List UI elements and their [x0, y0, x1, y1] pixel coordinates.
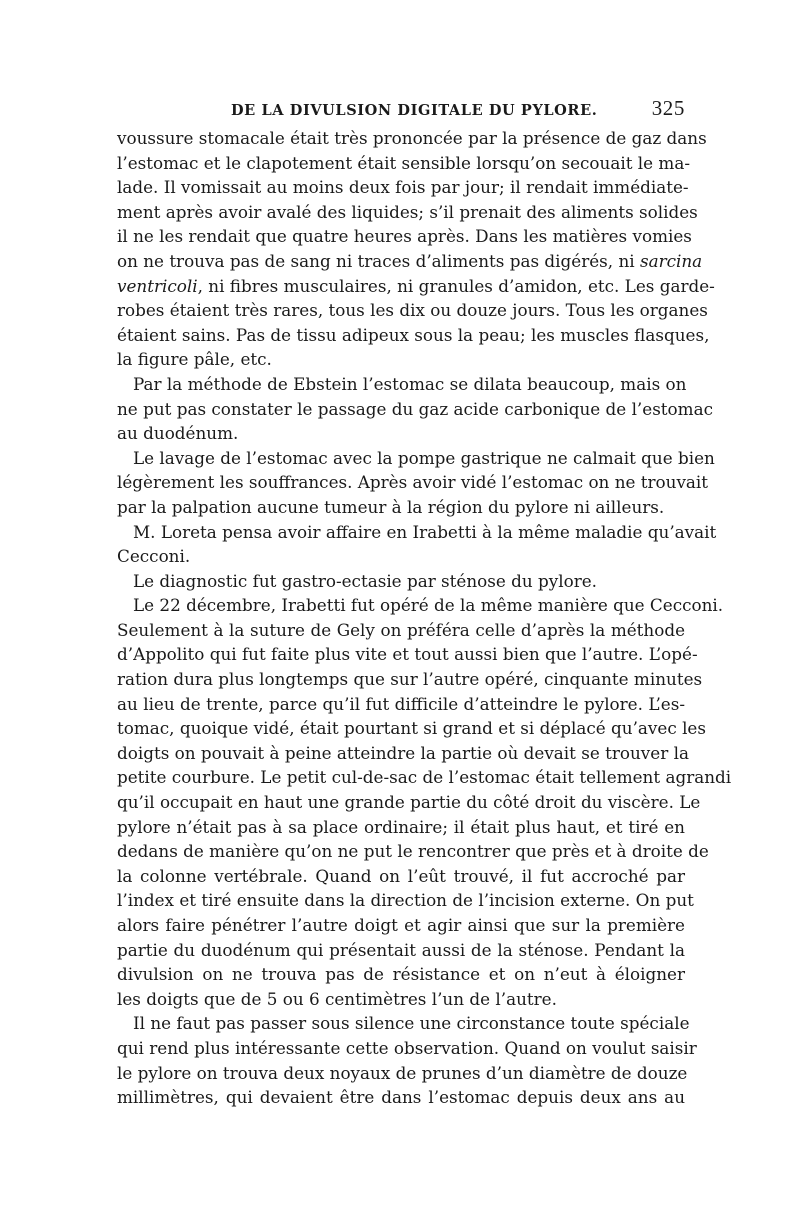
text-line: qui rend plus intéressante cette observation. Quand on voulut saisir	[117, 1037, 697, 1058]
text-line: divulsion on ne trouva pas de résistance et on n’eut à éloigner	[117, 964, 685, 985]
text-line: robes étaient très rares, tous les dix ou douze jours. Tous les organes	[117, 300, 708, 321]
text-line: étaient sains. Pas de tissu adipeux sous la peau; les muscles flasques,	[117, 324, 710, 345]
text-line: Il ne faut pas passer sous silence une circonstance toute spéciale	[133, 1013, 690, 1034]
text-line: l’estomac et le clapotement était sensible lorsqu’on secouait le ma-	[117, 152, 690, 173]
text-line: légèrement les souffrances. Après avoir vidé l’estomac on ne trouvait	[117, 472, 709, 493]
book-page	[117, 92, 732, 1110]
text-line: voussure stomacale était très prononcée par la présence de gaz dans	[117, 128, 707, 148]
text-line: d’Appolito qui fut faite plus vite et tout aussi bien que l’autre. L’opé-	[117, 644, 698, 665]
text-line: qu’il occupait en haut une grande partie du côté droit du viscère. Le	[117, 792, 701, 813]
text-line: par la palpation aucune tumeur à la région du pylore ni ailleurs.	[117, 496, 665, 517]
text-line: il ne les rendait que quatre heures après. Dans les matières vomies	[117, 226, 692, 247]
text-line: la colonne vertébrale. Quand on l’eût trouvé, il fut accroché par	[117, 865, 685, 886]
text-line: Le diagnostic fut gastro-ectasie par sténose du pylore.	[133, 570, 597, 591]
text-line: lade. Il vomissait au moins deux fois par jour; il rendait immédiate-	[117, 177, 689, 198]
text-line: partie du duodénum qui présentait aussi de la sténose. Pendant la	[117, 939, 685, 960]
text-line: dedans de manière qu’on ne put le rencontrer que près et à droite de	[117, 841, 709, 862]
text-line: Par la méthode de Ebstein l’estomac se dilata beaucoup, mais on	[133, 373, 687, 394]
text-line: l’index et tiré ensuite dans la direction de l’incision externe. On put	[117, 890, 694, 911]
text-line: au lieu de trente, parce qu’il fut difficile d’atteindre le pylore. L’es-	[117, 693, 685, 714]
text-line: pylore n’était pas à sa place ordinaire; il était plus haut, et tiré en	[117, 816, 685, 837]
text-line: petite courbure. Le petit cul-de-sac de l’estomac était tellement agrandi	[117, 767, 732, 788]
running-head-title: DE LA DIVULSION DIGITALE DU PYLORE.	[231, 102, 598, 119]
body-text	[117, 126, 732, 1110]
text-line: ration dura plus longtemps que sur l’autre opéré, cinquante minutes	[117, 669, 703, 690]
running-head	[117, 92, 685, 126]
text-line: millimètres, qui devaient être dans l’estomac depuis deux ans au	[117, 1087, 685, 1108]
page-number: 325	[651, 96, 685, 120]
text-line: Le 22 décembre, Irabetti fut opéré de la même manière que Cecconi.	[133, 595, 724, 616]
text-line: ventricoli, ni fibres musculaires, ni granules d’amidon, etc. Les garde-	[117, 275, 715, 296]
text-line: tomac, quoique vidé, était pourtant si grand et si déplacé qu’avec les	[117, 718, 706, 739]
text-line: M. Loreta pensa avoir affaire en Irabetti à la même maladie qu’avait	[133, 521, 717, 542]
text-line: le pylore on trouva deux noyaux de prunes d’un diamètre de douze	[117, 1062, 688, 1083]
text-line: Cecconi.	[117, 546, 191, 567]
text-line: on ne trouva pas de sang ni traces d’aliments pas digérés, ni sarcina	[117, 250, 703, 271]
text-line: alors faire pénétrer l’autre doigt et agir ainsi que sur la première	[117, 915, 685, 935]
text-line: les doigts que de 5 ou 6 centimètres l’un de l’autre.	[117, 988, 557, 1009]
text-line: ment après avoir avalé des liquides; s’il prenait des aliments solides	[117, 201, 698, 222]
text-line: Seulement à la suture de Gely on préféra celle d’après la méthode	[117, 619, 685, 640]
text-line: la figure pâle, etc.	[117, 349, 272, 370]
text-line: ne put pas constater le passage du gaz acide carbonique de l’estomac	[117, 398, 713, 419]
text-line: Le lavage de l’estomac avec la pompe gastrique ne calmait que bien	[133, 447, 715, 468]
text-line: au duodénum.	[117, 423, 239, 444]
text-line: doigts on pouvait à peine atteindre la partie où devait se trouver la	[117, 742, 689, 763]
